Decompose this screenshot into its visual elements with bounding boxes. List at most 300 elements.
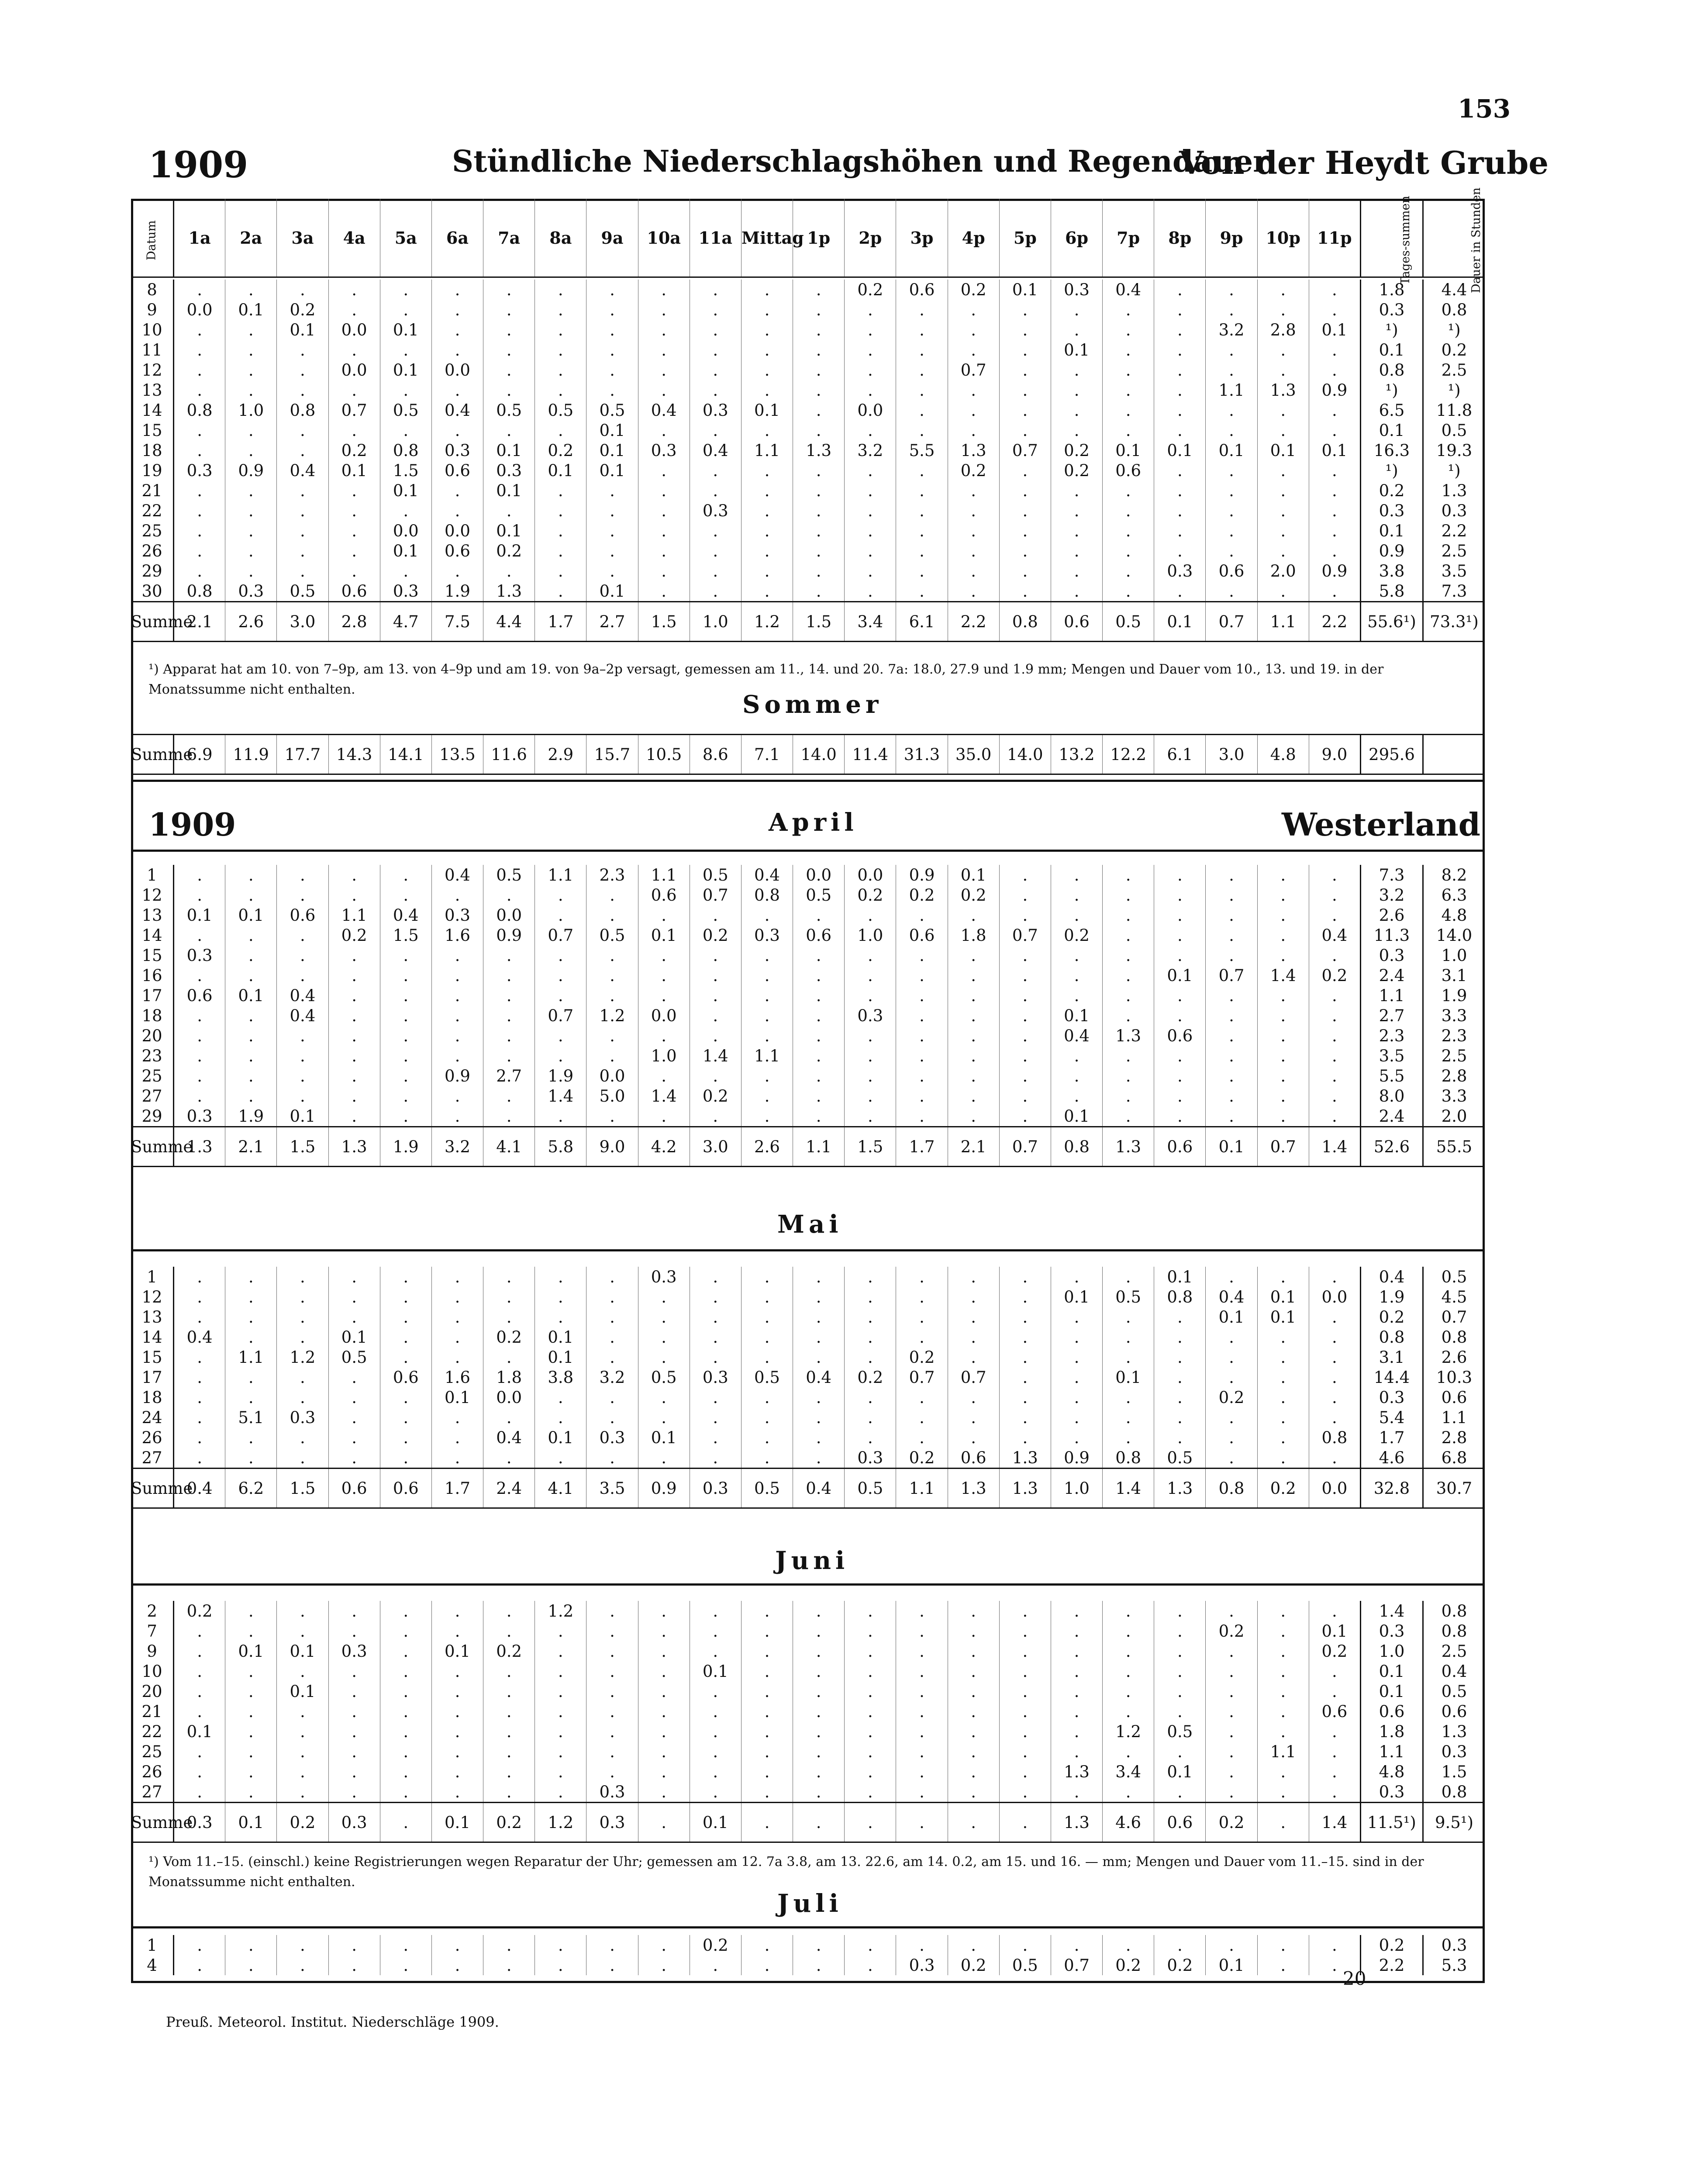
hour-value: 0.3	[586, 1782, 638, 1803]
hour-value: .	[380, 945, 431, 965]
sum-value: 3.2	[431, 1127, 483, 1167]
hour-value: .	[896, 1407, 948, 1427]
hour-value: .	[948, 985, 999, 1006]
hour-value: .	[948, 380, 999, 400]
hour-value: 0.0	[431, 360, 483, 380]
sommer-sum-value: 14.3	[328, 735, 380, 774]
sommer-sum-value: 14.0	[999, 735, 1051, 774]
row-date: 25	[131, 1742, 174, 1762]
hour-value: .	[1206, 1367, 1257, 1387]
hour-value: .	[1051, 1407, 1102, 1427]
hour-value: .	[225, 1427, 277, 1448]
hour-value: .	[328, 965, 380, 985]
hour-value: .	[690, 521, 741, 541]
hour-value: 0.9	[1309, 561, 1360, 581]
hour-value: 1.4	[638, 1086, 690, 1106]
hour-value: .	[431, 1046, 483, 1066]
hour-value: .	[431, 300, 483, 320]
hour-value: 0.1	[277, 1681, 328, 1701]
hour-value: .	[535, 1387, 586, 1407]
hour-value: .	[948, 400, 999, 420]
hour-value: .	[225, 1287, 277, 1307]
hour-value: .	[328, 1661, 380, 1681]
hour-value: .	[896, 1267, 948, 1287]
hour-value: .	[483, 985, 535, 1006]
hour-value: .	[999, 945, 1051, 965]
hour-value: 0.6	[1309, 1701, 1360, 1721]
hour-value: .	[638, 1641, 690, 1661]
sommer-sum-value: 12.2	[1103, 735, 1154, 774]
hour-value: .	[638, 965, 690, 985]
hour-value: .	[845, 1106, 896, 1127]
day-duration: 19.3	[1423, 440, 1485, 460]
hour-value: .	[1257, 905, 1309, 925]
hour-value: .	[277, 420, 328, 440]
sum-row	[131, 1803, 1485, 1842]
hour-value: .	[380, 561, 431, 581]
hour-value: .	[225, 945, 277, 965]
hour-value: .	[380, 1601, 431, 1621]
day-total: 0.9	[1361, 541, 1423, 561]
hour-value: .	[1206, 1762, 1257, 1782]
hour-value: .	[1309, 1935, 1360, 1955]
hour-value: .	[380, 1955, 431, 1975]
sum-label: Summe	[131, 735, 174, 774]
hour-value: .	[1103, 1307, 1154, 1327]
hour-value: .	[1051, 1621, 1102, 1641]
hour-value: .	[431, 480, 483, 501]
hour-value: .	[174, 1621, 225, 1641]
hour-value: .	[1206, 1601, 1257, 1621]
hour-value: .	[1051, 1641, 1102, 1661]
hour-value: .	[1154, 1387, 1206, 1407]
hour-value: .	[535, 521, 586, 541]
hour-value: .	[1103, 1681, 1154, 1701]
hour-value: .	[431, 1782, 483, 1803]
hour-value: .	[999, 885, 1051, 905]
hour-value: 0.2	[690, 1935, 741, 1955]
hour-value: 0.1	[1309, 440, 1360, 460]
hour-value: .	[690, 1742, 741, 1762]
hour-value: .	[1257, 1935, 1309, 1955]
column-header-hour: 9a	[586, 199, 638, 277]
row-date: 18	[131, 1006, 174, 1026]
sommer-sum-value: 13.5	[431, 735, 483, 774]
hour-value: .	[380, 380, 431, 400]
hour-value: .	[1154, 1006, 1206, 1026]
hour-value: .	[483, 380, 535, 400]
sum-row-sommer	[131, 735, 1485, 774]
hour-value: .	[1103, 1621, 1154, 1641]
hour-value: .	[999, 420, 1051, 440]
table-row	[131, 1086, 1485, 1106]
sum-value: 1.1	[793, 1127, 845, 1167]
hour-value: 0.1	[277, 1106, 328, 1127]
hour-value: .	[483, 280, 535, 300]
day-total: ¹)	[1361, 380, 1423, 400]
hour-value: .	[380, 885, 431, 905]
day-duration: 0.2	[1423, 340, 1485, 360]
hour-value: .	[1309, 1601, 1360, 1621]
hour-value: .	[431, 1427, 483, 1448]
sum-value: 0.7	[1257, 1127, 1309, 1167]
sum-value: 0.2	[1206, 1803, 1257, 1842]
hour-value: 0.1	[1051, 340, 1102, 360]
hour-value: .	[586, 1742, 638, 1762]
hour-value: .	[586, 360, 638, 380]
hour-value: .	[741, 1086, 793, 1106]
hour-value: .	[793, 521, 845, 541]
hour-value: .	[896, 1661, 948, 1681]
day-total: 0.1	[1361, 420, 1423, 440]
hour-value: .	[948, 1086, 999, 1106]
hour-value: .	[845, 1762, 896, 1782]
hour-value: .	[999, 1427, 1051, 1448]
hour-value: 0.2	[1206, 1621, 1257, 1641]
sum-value: 2.4	[483, 1469, 535, 1508]
sum-total: 55.6¹)	[1361, 602, 1423, 642]
day-total: 5.8	[1361, 581, 1423, 602]
hour-value: .	[277, 280, 328, 300]
column-header-hour: 9p	[1206, 199, 1257, 277]
hour-value: .	[277, 925, 328, 945]
hour-value: .	[1309, 460, 1360, 480]
hour-value: .	[741, 1621, 793, 1641]
sum-duration: 73.3¹)	[1423, 602, 1485, 642]
sum-value: 0.6	[1154, 1127, 1206, 1167]
row-date: 14	[131, 400, 174, 420]
table-row	[131, 521, 1485, 541]
hour-value: 0.8	[277, 400, 328, 420]
hour-value: .	[225, 1327, 277, 1347]
hour-value: .	[483, 1721, 535, 1742]
sum-value: 1.7	[431, 1469, 483, 1508]
hour-value: .	[431, 1026, 483, 1046]
hour-value: .	[1051, 1267, 1102, 1287]
hour-value: .	[741, 320, 793, 340]
hour-value: .	[999, 340, 1051, 360]
hour-value: .	[1154, 400, 1206, 420]
hour-value: .	[999, 501, 1051, 521]
hour-value: .	[225, 1742, 277, 1762]
column-header-hour: 4p	[948, 199, 999, 277]
hour-value: .	[1257, 521, 1309, 541]
sum-duration: 55.5	[1423, 1127, 1485, 1167]
hour-value: .	[483, 501, 535, 521]
day-duration: 0.3	[1423, 501, 1485, 521]
hour-value: .	[793, 1307, 845, 1327]
hour-value: .	[690, 1307, 741, 1327]
hour-value: 0.2	[1154, 1955, 1206, 1975]
hour-value: .	[535, 1046, 586, 1066]
hour-value: .	[277, 1026, 328, 1046]
hour-value: .	[1154, 1347, 1206, 1367]
sum-value: .	[793, 1803, 845, 1842]
hour-value: .	[380, 1287, 431, 1307]
hour-value: 0.5	[535, 400, 586, 420]
hour-value: 0.1	[225, 905, 277, 925]
hour-value: 1.0	[845, 925, 896, 945]
hour-value: .	[845, 905, 896, 925]
hour-value: 0.4	[638, 400, 690, 420]
hour-value: .	[999, 1387, 1051, 1407]
hour-value: 0.2	[948, 885, 999, 905]
column-header-hour: Mittag	[741, 199, 793, 277]
section-title-mai: Mai	[777, 1210, 843, 1239]
hour-value: .	[431, 965, 483, 985]
hour-value: .	[1257, 541, 1309, 561]
table-juli	[131, 1935, 1485, 1975]
sum-value: 0.8	[1051, 1127, 1102, 1167]
hour-value: 0.5	[1154, 1448, 1206, 1469]
hour-value: .	[1206, 541, 1257, 561]
hour-value: .	[741, 541, 793, 561]
hour-value: .	[999, 300, 1051, 320]
day-total: 0.3	[1361, 300, 1423, 320]
hour-value: .	[741, 1641, 793, 1661]
column-header-hour: 2p	[845, 199, 896, 277]
sum-value: 2.1	[174, 602, 225, 642]
hour-value: .	[483, 320, 535, 340]
hour-value: .	[948, 1026, 999, 1046]
sommer-sum-value: 11.6	[483, 735, 535, 774]
hour-value: .	[1154, 1681, 1206, 1701]
hour-value: .	[174, 340, 225, 360]
hour-value: .	[741, 985, 793, 1006]
row-date: 30	[131, 581, 174, 602]
hour-value: .	[1103, 1701, 1154, 1721]
table-row	[131, 1721, 1485, 1742]
sommer-sum-value: 14.0	[793, 735, 845, 774]
hour-value: .	[277, 1742, 328, 1762]
hour-value: 0.7	[535, 1006, 586, 1026]
hour-value: .	[690, 1066, 741, 1086]
hour-value: 0.5	[999, 1955, 1051, 1975]
hour-value: .	[380, 1681, 431, 1701]
hour-value: .	[328, 420, 380, 440]
day-total: 3.5	[1361, 1046, 1423, 1066]
sum-total: 11.5¹)	[1361, 1803, 1423, 1842]
hour-value: .	[483, 561, 535, 581]
hour-value: .	[793, 1006, 845, 1026]
hour-value: .	[948, 965, 999, 985]
day-total: 6.5	[1361, 400, 1423, 420]
hour-value: .	[638, 945, 690, 965]
hour-value: .	[586, 1641, 638, 1661]
hour-value: .	[1103, 1106, 1154, 1127]
sum-value: 1.3	[1103, 1127, 1154, 1167]
row-date: 15	[131, 420, 174, 440]
hour-value: .	[1103, 400, 1154, 420]
hour-value: .	[1257, 1601, 1309, 1621]
row-date: 7	[131, 1621, 174, 1641]
hour-value: 0.4	[483, 1427, 535, 1448]
hour-value: .	[845, 945, 896, 965]
hour-value: .	[845, 380, 896, 400]
sum-value: 2.6	[225, 602, 277, 642]
hour-value: .	[277, 1601, 328, 1621]
hour-value: .	[999, 1742, 1051, 1762]
hour-value: .	[328, 480, 380, 501]
hour-value: .	[431, 340, 483, 360]
hour-value: .	[380, 1307, 431, 1327]
day-total: 0.8	[1361, 1327, 1423, 1347]
hour-value: 1.8	[483, 1367, 535, 1387]
sommer-sum-value: 6.1	[1154, 735, 1206, 774]
hour-value: .	[380, 1106, 431, 1127]
sum-value: 0.8	[999, 602, 1051, 642]
sum-total: 52.6	[1361, 1127, 1423, 1167]
hour-value: .	[793, 1681, 845, 1701]
hour-value: .	[277, 1782, 328, 1803]
day-duration: 7.3	[1423, 581, 1485, 602]
hour-value: .	[1051, 1427, 1102, 1448]
hour-value: 1.8	[948, 925, 999, 945]
row-date: 11	[131, 340, 174, 360]
hour-value: .	[277, 865, 328, 885]
hour-value: .	[896, 1701, 948, 1721]
hour-value: .	[1257, 1387, 1309, 1407]
sum-label: Summe	[131, 1469, 174, 1508]
hour-value: .	[1309, 501, 1360, 521]
hour-value: 0.4	[1309, 925, 1360, 945]
hour-value: .	[793, 905, 845, 925]
hour-value: .	[741, 581, 793, 602]
hour-value: 0.3	[690, 1367, 741, 1387]
hour-value: 1.3	[999, 1448, 1051, 1469]
day-total: 0.8	[1361, 360, 1423, 380]
hour-value: 0.2	[328, 440, 380, 460]
hour-value: .	[741, 1026, 793, 1046]
hour-value: 1.5	[380, 925, 431, 945]
hour-value: .	[174, 480, 225, 501]
hour-value: .	[328, 340, 380, 360]
row-date: 13	[131, 905, 174, 925]
hour-value: .	[225, 1661, 277, 1681]
hour-value: .	[535, 965, 586, 985]
hour-value: .	[380, 501, 431, 521]
sum-value: 2.2	[948, 602, 999, 642]
hour-value: .	[896, 1782, 948, 1803]
hour-value: .	[741, 1066, 793, 1086]
row-date: 12	[131, 885, 174, 905]
divider	[131, 850, 1485, 852]
row-date: 1	[131, 1267, 174, 1287]
day-total: 3.2	[1361, 885, 1423, 905]
hour-value: .	[380, 1267, 431, 1287]
hour-value: 0.2	[896, 1347, 948, 1367]
hour-value: 0.9	[896, 865, 948, 885]
hour-value: .	[690, 1287, 741, 1307]
hour-value: .	[1206, 1407, 1257, 1427]
hour-value: 0.5	[483, 400, 535, 420]
hour-value: 0.8	[174, 581, 225, 602]
hour-value: .	[174, 320, 225, 340]
hour-value: .	[690, 1448, 741, 1469]
row-date: 1	[131, 865, 174, 885]
hour-value: .	[1103, 1782, 1154, 1803]
hour-value: .	[638, 1935, 690, 1955]
hour-value: .	[741, 1762, 793, 1782]
hour-value: .	[1154, 501, 1206, 521]
hour-value: 0.1	[638, 925, 690, 945]
hour-value: .	[793, 985, 845, 1006]
hour-value: .	[586, 280, 638, 300]
hour-value: 0.7	[328, 400, 380, 420]
hour-value: .	[277, 380, 328, 400]
hour-value: .	[328, 1106, 380, 1127]
hour-value: .	[948, 1407, 999, 1427]
hour-value: .	[174, 380, 225, 400]
sum-value: 0.7	[1206, 602, 1257, 642]
hour-value: 0.8	[380, 440, 431, 460]
sum-value: 0.5	[741, 1469, 793, 1508]
hour-value: .	[586, 320, 638, 340]
hour-value: .	[535, 985, 586, 1006]
hour-value: .	[741, 280, 793, 300]
hour-value: .	[1103, 420, 1154, 440]
hour-value: .	[1206, 945, 1257, 965]
hour-value: .	[1103, 1427, 1154, 1448]
hour-value: 0.5	[793, 885, 845, 905]
hour-value: .	[1206, 1661, 1257, 1681]
hour-value: .	[1206, 340, 1257, 360]
sum-value: 2.2	[1309, 602, 1360, 642]
hour-value: .	[999, 1367, 1051, 1387]
hour-value: .	[380, 1427, 431, 1448]
hour-value: .	[896, 380, 948, 400]
hour-value: .	[1154, 1307, 1206, 1327]
hour-value: .	[1309, 300, 1360, 320]
page-number: 153	[1458, 94, 1511, 124]
hour-value: .	[741, 1601, 793, 1621]
hour-value: .	[690, 1621, 741, 1641]
hour-value: 0.1	[380, 360, 431, 380]
divider	[131, 1926, 1485, 1928]
hour-value: .	[1206, 1681, 1257, 1701]
hour-value: .	[535, 480, 586, 501]
hour-value: .	[896, 1935, 948, 1955]
hour-value: 0.3	[690, 501, 741, 521]
hour-value: 0.6	[1206, 561, 1257, 581]
hour-value: .	[225, 1006, 277, 1026]
hour-value: .	[1103, 865, 1154, 885]
hour-value: .	[328, 1782, 380, 1803]
hour-value: .	[741, 905, 793, 925]
hour-value: 0.1	[225, 300, 277, 320]
day-duration: 3.3	[1423, 1086, 1485, 1106]
hour-value: .	[1103, 1347, 1154, 1367]
hour-value: .	[999, 905, 1051, 925]
hour-value: .	[948, 1742, 999, 1762]
table-row	[131, 1407, 1485, 1427]
row-date: 13	[131, 380, 174, 400]
hour-value: .	[535, 1307, 586, 1327]
hour-value: .	[638, 1347, 690, 1367]
hour-value: .	[896, 360, 948, 380]
hour-value: .	[999, 1046, 1051, 1066]
hour-value: .	[793, 360, 845, 380]
hour-value: .	[1103, 561, 1154, 581]
hour-value: .	[896, 1106, 948, 1127]
hour-value: .	[586, 1935, 638, 1955]
hour-value: .	[328, 1287, 380, 1307]
hour-value: .	[999, 1307, 1051, 1327]
day-total: 3.1	[1361, 1347, 1423, 1367]
hour-value: 2.0	[1257, 561, 1309, 581]
hour-value: .	[1206, 1427, 1257, 1448]
hour-value: .	[638, 320, 690, 340]
